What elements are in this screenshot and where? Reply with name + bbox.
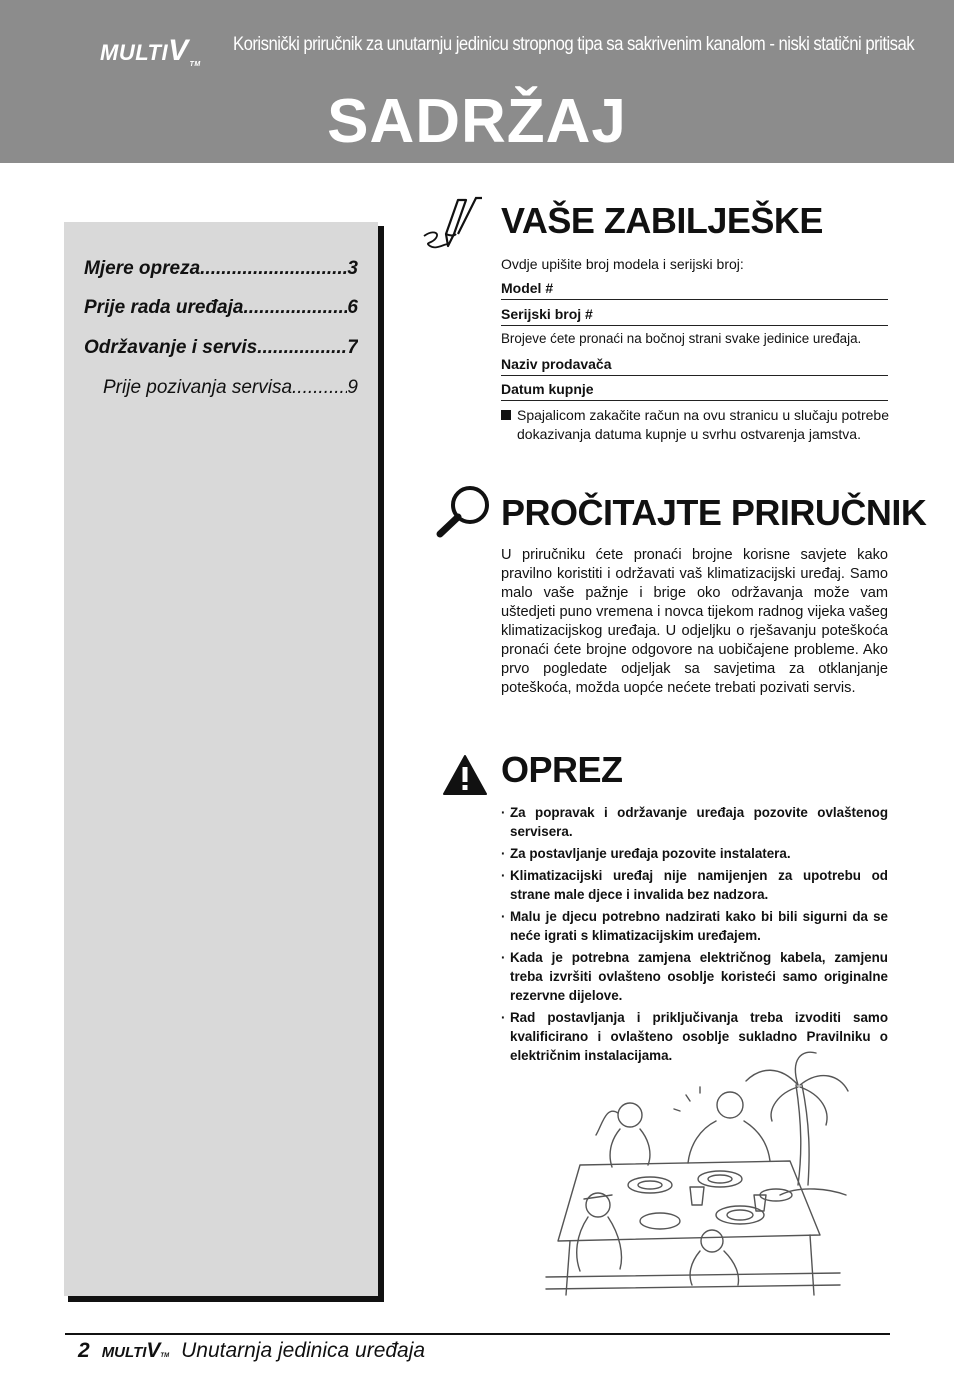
read-manual-text: U priručniku ćete pronaći brojne korisne savjete kako pravilno koristiti i održavati vaš klimatizacijski uređaj. Samo malo vaše pažnje i brige oko održavanja može vam uštedjeti puno vremena i novca tijekom radnog vijeka vašeg klimatizacijskog uređaja. U odjeljku o rješavanju poteškoća pronaći ćete brojne odgovore na uobičajene probleme. Ako prvo pogledate odjeljak sa savjetima za otklanjanje poteškoća, možda uopće nećete trebati pozivati servis. (501, 547, 888, 696)
toc-item-label: Prije pozivanja servisa (103, 377, 293, 398)
caution-item: · Klimatizacijski uređaj nije namijenjen za upotrebu od strane male djece i invalida bez nadzora. (501, 866, 888, 904)
date-line[interactable] (501, 400, 888, 401)
toc-item-page: 7 (347, 337, 358, 358)
toc-item-page: 6 (347, 297, 358, 318)
toc-item-mjere-opreza[interactable] (84, 258, 358, 280)
staple-note-text: Spajalicom zakačite račun na ovu stranicu u slučaju potrebe dokazivanja datuma kupnje u svrhu ostvarenja jamstva. (517, 407, 889, 442)
header-subtitle: Korisnički priručnik za unutarnju jedinicu stropnog tipa sa sakrivenim kanalom - niski statični pritisak (233, 34, 915, 55)
model-label: Model # (501, 280, 554, 296)
caution-item: · Za postavljanje uređaja pozovite instalatera. (501, 844, 888, 863)
toc-item-page: 3 (347, 258, 358, 279)
dealer-line[interactable] (501, 375, 888, 376)
toc-item-odrzavanje[interactable] (84, 337, 358, 359)
pen-icon (420, 196, 492, 254)
staple-note (501, 406, 904, 443)
table-of-contents (64, 222, 378, 1296)
brand-v: V (168, 34, 189, 67)
toc-item-prije-rada[interactable] (84, 297, 358, 319)
footer-brand-v: V (146, 1339, 161, 1362)
magnifier-icon (434, 484, 494, 540)
header-band (0, 0, 954, 163)
dealer-label: Naziv prodavača (501, 356, 612, 372)
caution-item: · Za popravak i održavanje uređaja pozovite ovlaštenog servisera. (501, 803, 888, 841)
serial-label: Serijski broj # (501, 306, 593, 322)
footer-rule (65, 1333, 890, 1335)
picnic-illustration (540, 1045, 860, 1310)
serial-line[interactable] (501, 325, 888, 326)
toc-item-label: Mjere opreza (84, 258, 201, 279)
notes-intro: Ovdje upišite broj modela i serijski broj: (501, 256, 744, 272)
caution-item: · Kada je potrebna zamjena električnog kabela, zamjenu treba izvršiti ovlašteno osoblje koristeći samo originalne rezervne dijelove. (501, 948, 888, 1005)
brand-logo (100, 34, 201, 68)
brand-text: MULTI (100, 40, 169, 65)
toc-item-label: Održavanje i servis (84, 337, 258, 358)
footer-brand-tm: TM (160, 1353, 170, 1359)
page-title: SADRŽAJ (327, 87, 627, 156)
toc-item-label: Prije rada uređaja (84, 297, 244, 318)
caution-title: OPREZ (501, 749, 623, 790)
notes-title: VAŠE ZABILJEŠKE (501, 200, 823, 241)
square-bullet-icon (501, 410, 511, 420)
model-line[interactable] (501, 299, 888, 300)
footer-brand-text: MULTI (101, 1344, 147, 1361)
caution-item: · Malu je djecu potrebno nadzirati kako bi bili sigurni da se neće igrati s klimatizacijskim uređajem. (501, 907, 888, 945)
toc-item-page: 9 (347, 377, 358, 398)
footer-text: Unutarnja jedinica uređaja (181, 1339, 426, 1362)
brand-tm: TM (189, 61, 201, 68)
warning-icon (442, 754, 488, 796)
footer-brand-logo (102, 1339, 169, 1363)
serial-hint: Brojeve ćete pronaći na bočnoj strani svake jedinice uređaja. (501, 331, 862, 346)
toc-item-prije-pozivanja[interactable] (103, 377, 358, 399)
date-label: Datum kupnje (501, 381, 594, 397)
caution-item: · Rad postavljanja i priključivanja treba izvoditi samo kvalificirano i ovlašteno osoblje sukladno Pravilniku o električnim instalacijama. (501, 1008, 888, 1065)
caution-list (501, 803, 888, 1068)
page-number: 2 (78, 1339, 90, 1362)
footer (78, 1339, 425, 1363)
read-manual-title: PROČITAJTE PRIRUČNIK (501, 492, 927, 533)
